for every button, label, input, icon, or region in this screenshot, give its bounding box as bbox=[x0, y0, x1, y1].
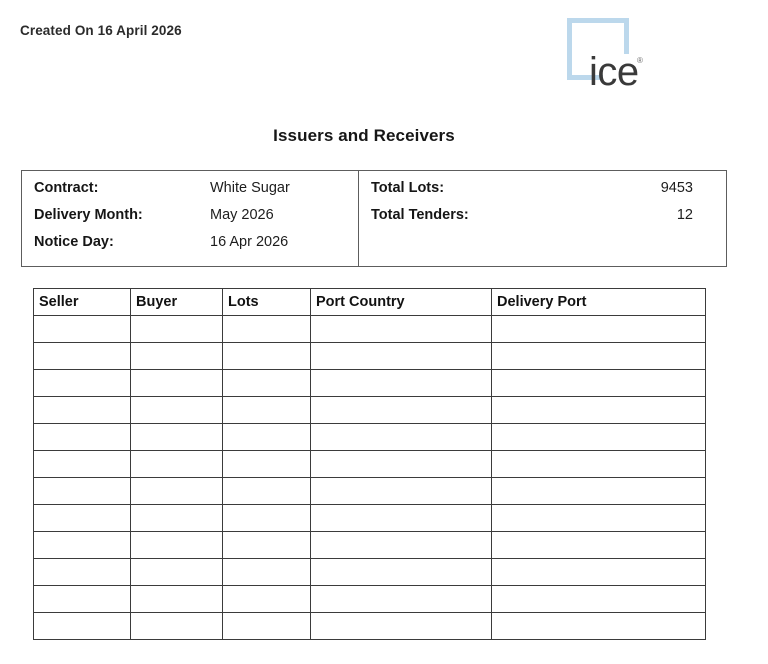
table-row bbox=[34, 613, 706, 640]
table-row bbox=[34, 343, 706, 370]
cell-lots bbox=[223, 559, 311, 586]
cell-port-country bbox=[311, 505, 492, 532]
cell-delivery-port bbox=[492, 586, 706, 613]
cell-seller bbox=[34, 451, 131, 478]
summary-row-notice-day bbox=[34, 234, 358, 261]
cell-seller bbox=[34, 316, 131, 343]
table-row bbox=[34, 505, 706, 532]
cell-seller bbox=[34, 532, 131, 559]
table-row bbox=[34, 316, 706, 343]
logo-trademark-icon: ® bbox=[637, 56, 643, 65]
cell-delivery-port bbox=[492, 316, 706, 343]
logo-wordmark: ice bbox=[589, 50, 639, 94]
total-lots-label: Total Lots: bbox=[371, 180, 445, 196]
cell-delivery-port bbox=[492, 397, 706, 424]
table-body bbox=[34, 316, 706, 640]
cell-delivery-port bbox=[492, 451, 706, 478]
notice-day-label: Notice Day: bbox=[34, 234, 114, 250]
cell-port-country bbox=[311, 613, 492, 640]
cell-delivery-port bbox=[492, 424, 706, 451]
cell-seller bbox=[34, 586, 131, 613]
cell-lots bbox=[223, 316, 311, 343]
cell-buyer bbox=[131, 451, 223, 478]
contract-label: Contract: bbox=[34, 180, 99, 196]
cell-lots bbox=[223, 478, 311, 505]
cell-port-country bbox=[311, 559, 492, 586]
cell-delivery-port bbox=[492, 613, 706, 640]
table-row bbox=[34, 424, 706, 451]
cell-seller bbox=[34, 613, 131, 640]
totals-block bbox=[359, 171, 726, 266]
cell-seller bbox=[34, 559, 131, 586]
cell-buyer bbox=[131, 505, 223, 532]
cell-lots bbox=[223, 343, 311, 370]
cell-lots bbox=[223, 397, 311, 424]
cell-port-country bbox=[311, 424, 492, 451]
total-tenders-label: Total Tenders: bbox=[371, 207, 469, 223]
summary-row-contract bbox=[34, 180, 358, 207]
table-row bbox=[34, 478, 706, 505]
summary-row-total-lots bbox=[371, 180, 726, 207]
cell-port-country bbox=[311, 586, 492, 613]
table-row bbox=[34, 532, 706, 559]
cell-port-country bbox=[311, 532, 492, 559]
cell-lots bbox=[223, 370, 311, 397]
column-header-seller: Seller bbox=[34, 289, 131, 316]
cell-delivery-port bbox=[492, 370, 706, 397]
summary-row-total-tenders bbox=[371, 207, 726, 234]
cell-port-country bbox=[311, 316, 492, 343]
cell-seller bbox=[34, 478, 131, 505]
contract-details-block bbox=[22, 171, 359, 266]
contract-value: White Sugar bbox=[210, 180, 290, 196]
cell-seller bbox=[34, 370, 131, 397]
cell-delivery-port bbox=[492, 559, 706, 586]
cell-buyer bbox=[131, 532, 223, 559]
cell-buyer bbox=[131, 586, 223, 613]
table-row bbox=[34, 370, 706, 397]
cell-seller bbox=[34, 397, 131, 424]
delivery-month-value: May 2026 bbox=[210, 207, 274, 223]
table-row bbox=[34, 451, 706, 478]
page-title: Issuers and Receivers bbox=[273, 126, 455, 145]
created-on-text: Created On 16 April 2026 bbox=[20, 23, 182, 38]
table-row bbox=[34, 586, 706, 613]
cell-buyer bbox=[131, 559, 223, 586]
cell-buyer bbox=[131, 370, 223, 397]
cell-port-country bbox=[311, 343, 492, 370]
table-header-row bbox=[34, 289, 706, 316]
ice-logo bbox=[567, 18, 645, 96]
cell-lots bbox=[223, 532, 311, 559]
summary-row-delivery-month bbox=[34, 207, 358, 234]
column-header-buyer: Buyer bbox=[131, 289, 223, 316]
cell-lots bbox=[223, 451, 311, 478]
cell-delivery-port bbox=[492, 343, 706, 370]
cell-buyer bbox=[131, 316, 223, 343]
cell-buyer bbox=[131, 613, 223, 640]
cell-delivery-port bbox=[492, 505, 706, 532]
cell-lots bbox=[223, 424, 311, 451]
cell-lots bbox=[223, 613, 311, 640]
total-lots-value: 9453 bbox=[660, 180, 693, 196]
total-tenders-value: 12 bbox=[676, 207, 693, 223]
cell-seller bbox=[34, 505, 131, 532]
issuers-receivers-table-container bbox=[33, 288, 705, 640]
cell-port-country bbox=[311, 370, 492, 397]
cell-seller bbox=[34, 424, 131, 451]
cell-buyer bbox=[131, 397, 223, 424]
table-row bbox=[34, 397, 706, 424]
column-header-port-country: Port Country bbox=[311, 289, 492, 316]
cell-buyer bbox=[131, 424, 223, 451]
cell-delivery-port bbox=[492, 532, 706, 559]
cell-buyer bbox=[131, 478, 223, 505]
cell-lots bbox=[223, 586, 311, 613]
cell-seller bbox=[34, 343, 131, 370]
notice-day-value: 16 Apr 2026 bbox=[210, 234, 289, 250]
summary-panel bbox=[21, 170, 727, 267]
column-header-lots: Lots bbox=[223, 289, 311, 316]
table-row bbox=[34, 559, 706, 586]
cell-port-country bbox=[311, 478, 492, 505]
cell-buyer bbox=[131, 343, 223, 370]
cell-delivery-port bbox=[492, 478, 706, 505]
issuers-receivers-table bbox=[33, 288, 706, 640]
column-header-delivery-port: Delivery Port bbox=[492, 289, 706, 316]
delivery-month-label: Delivery Month: bbox=[34, 207, 143, 223]
cell-lots bbox=[223, 505, 311, 532]
cell-port-country bbox=[311, 451, 492, 478]
cell-port-country bbox=[311, 397, 492, 424]
